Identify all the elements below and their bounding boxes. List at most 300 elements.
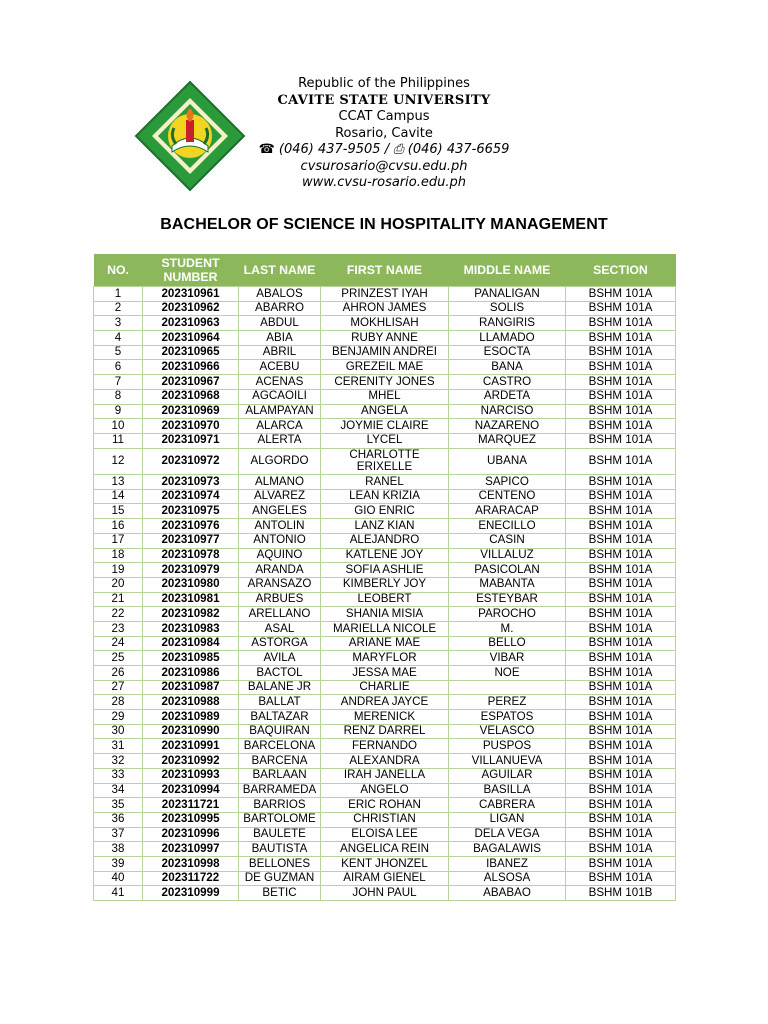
- cell-section: BSHM 101A: [566, 592, 676, 607]
- cell-no: 31: [94, 739, 143, 754]
- cell-first-name: PRINZEST IYAH: [321, 287, 449, 302]
- cell-first-name: ANGELO: [321, 783, 449, 798]
- cell-first-name: RUBY ANNE: [321, 331, 449, 346]
- table-row: [94, 680, 676, 695]
- cell-student-number: 202310994: [143, 783, 239, 798]
- table-row: [94, 316, 676, 331]
- cell-middle-name: NARCISO: [449, 404, 566, 419]
- cell-section: BSHM 101A: [566, 301, 676, 316]
- table-row: [94, 827, 676, 842]
- cell-first-name: BENJAMIN ANDREI: [321, 345, 449, 360]
- cell-last-name: BARCELONA: [239, 739, 321, 754]
- cell-student-number: 202310980: [143, 577, 239, 592]
- table-row: [94, 856, 676, 871]
- table-row: [94, 871, 676, 886]
- cell-last-name: DE GUZMAN: [239, 871, 321, 886]
- table-row: [94, 448, 676, 475]
- cell-student-number: 202310978: [143, 548, 239, 563]
- cell-section: BSHM 101A: [566, 621, 676, 636]
- program-title: BACHELOR OF SCIENCE IN HOSPITALITY MANAGEMENT: [160, 216, 608, 233]
- cell-first-name: KENT JHONZEL: [321, 856, 449, 871]
- cell-middle-name: ALSOSA: [449, 871, 566, 886]
- cell-middle-name: AGUILAR: [449, 768, 566, 783]
- table-row: [94, 651, 676, 666]
- cell-last-name: ALGORDO: [239, 448, 321, 475]
- cell-last-name: BAUTISTA: [239, 842, 321, 857]
- table-row: [94, 475, 676, 490]
- table-row: [94, 519, 676, 534]
- cell-last-name: ABDUL: [239, 316, 321, 331]
- cell-middle-name: NAZARENO: [449, 419, 566, 434]
- cell-first-name: FERNANDO: [321, 739, 449, 754]
- cell-first-name: GIO ENRIC: [321, 504, 449, 519]
- cell-no: 2: [94, 301, 143, 316]
- cell-section: BSHM 101A: [566, 724, 676, 739]
- table-row: [94, 548, 676, 563]
- cell-no: 14: [94, 489, 143, 504]
- location-line: Rosario, Cavite: [335, 125, 433, 141]
- cell-middle-name: VELASCO: [449, 724, 566, 739]
- cell-last-name: ABRIL: [239, 345, 321, 360]
- cell-first-name: KATLENE JOY: [321, 548, 449, 563]
- table-row: [94, 621, 676, 636]
- cell-middle-name: VILLANUEVA: [449, 754, 566, 769]
- cell-last-name: BARRAMEDA: [239, 783, 321, 798]
- table-row: [94, 489, 676, 504]
- cell-last-name: AVILA: [239, 651, 321, 666]
- cell-section: BSHM 101A: [566, 871, 676, 886]
- table-row: [94, 666, 676, 681]
- cell-student-number: 202310979: [143, 563, 239, 578]
- cell-first-name: MHEL: [321, 389, 449, 404]
- cell-first-name: LEOBERT: [321, 592, 449, 607]
- cell-first-name: ERIC ROHAN: [321, 798, 449, 813]
- cell-no: 33: [94, 768, 143, 783]
- cell-section: BSHM 101A: [566, 768, 676, 783]
- cell-middle-name: IBANEZ: [449, 856, 566, 871]
- cell-first-name: AHRON JAMES: [321, 301, 449, 316]
- cell-middle-name: ARDETA: [449, 389, 566, 404]
- cell-student-number: 202310990: [143, 724, 239, 739]
- table-row: [94, 563, 676, 578]
- cell-section: BSHM 101A: [566, 856, 676, 871]
- cell-student-number: 202310967: [143, 375, 239, 390]
- column-header-section: SECTION: [566, 254, 676, 287]
- cell-first-name: ELOISA LEE: [321, 827, 449, 842]
- table-row: [94, 798, 676, 813]
- cell-student-number: 202310985: [143, 651, 239, 666]
- cell-last-name: BAULETE: [239, 827, 321, 842]
- cell-last-name: ACENAS: [239, 375, 321, 390]
- cell-middle-name: PUSPOS: [449, 739, 566, 754]
- cell-middle-name: ESTEYBAR: [449, 592, 566, 607]
- cell-last-name: ANTONIO: [239, 533, 321, 548]
- table-header: [94, 254, 676, 287]
- cell-first-name: RANEL: [321, 475, 449, 490]
- cell-last-name: BARLAAN: [239, 768, 321, 783]
- email-line: cvsurosario@cvsu.edu.ph: [300, 158, 468, 174]
- website-line: www.cvsu-rosario.edu.ph: [302, 175, 466, 190]
- cell-last-name: ALMANO: [239, 475, 321, 490]
- cell-section: BSHM 101A: [566, 666, 676, 681]
- table-row: [94, 419, 676, 434]
- cvsu-seal-icon: [134, 80, 246, 192]
- cell-no: 8: [94, 389, 143, 404]
- cell-middle-name: MABANTA: [449, 577, 566, 592]
- cell-middle-name: DELA VEGA: [449, 827, 566, 842]
- cell-first-name: ALEXANDRA: [321, 754, 449, 769]
- cell-last-name: ALAMPAYAN: [239, 404, 321, 419]
- cell-middle-name: CABRERA: [449, 798, 566, 813]
- cell-no: 12: [94, 448, 143, 475]
- table-row: [94, 739, 676, 754]
- cell-student-number: 202310999: [143, 886, 239, 901]
- table-row: [94, 331, 676, 346]
- cell-section: BSHM 101A: [566, 504, 676, 519]
- cell-no: 6: [94, 360, 143, 375]
- cell-last-name: ASAL: [239, 621, 321, 636]
- cell-no: 19: [94, 563, 143, 578]
- student-roster-table: [93, 254, 676, 901]
- cell-middle-name: BASILLA: [449, 783, 566, 798]
- cell-no: 41: [94, 886, 143, 901]
- cell-middle-name: CENTENO: [449, 489, 566, 504]
- column-header-middle-name: MIDDLE NAME: [449, 254, 566, 287]
- cell-first-name: LANZ KIAN: [321, 519, 449, 534]
- cell-student-number: 202310981: [143, 592, 239, 607]
- cell-no: 7: [94, 375, 143, 390]
- cell-middle-name: NOE: [449, 666, 566, 681]
- cell-student-number: 202310964: [143, 331, 239, 346]
- cell-student-number: 202310986: [143, 666, 239, 681]
- cell-section: BSHM 101A: [566, 287, 676, 302]
- header-row: [94, 254, 676, 287]
- table-row: [94, 768, 676, 783]
- cell-no: 21: [94, 592, 143, 607]
- cell-no: 39: [94, 856, 143, 871]
- cell-first-name: JOYMIE CLAIRE: [321, 419, 449, 434]
- cell-middle-name: [449, 680, 566, 695]
- cell-last-name: ALVAREZ: [239, 489, 321, 504]
- cell-student-number: 202310973: [143, 475, 239, 490]
- table-row: [94, 724, 676, 739]
- cell-no: 37: [94, 827, 143, 842]
- cell-section: BSHM 101A: [566, 607, 676, 622]
- cell-middle-name: SAPICO: [449, 475, 566, 490]
- republic-line: Republic of the Philippines: [298, 76, 470, 91]
- cell-middle-name: PEREZ: [449, 695, 566, 710]
- cell-no: 27: [94, 680, 143, 695]
- table-row: [94, 695, 676, 710]
- cell-student-number: 202310971: [143, 433, 239, 448]
- cell-section: BSHM 101A: [566, 448, 676, 475]
- table-row: [94, 287, 676, 302]
- table-row: [94, 754, 676, 769]
- cell-last-name: BETIC: [239, 886, 321, 901]
- cell-section: BSHM 101A: [566, 360, 676, 375]
- cell-middle-name: ABABAO: [449, 886, 566, 901]
- cell-student-number: 202310995: [143, 812, 239, 827]
- cell-last-name: AQUINO: [239, 548, 321, 563]
- cell-section: BSHM 101B: [566, 886, 676, 901]
- cell-no: 24: [94, 636, 143, 651]
- cell-no: 29: [94, 710, 143, 725]
- cell-middle-name: CASIN: [449, 533, 566, 548]
- cell-no: 15: [94, 504, 143, 519]
- cell-section: BSHM 101A: [566, 419, 676, 434]
- table-row: [94, 577, 676, 592]
- cell-middle-name: PAROCHO: [449, 607, 566, 622]
- cell-section: BSHM 101A: [566, 695, 676, 710]
- cell-no: 32: [94, 754, 143, 769]
- cell-middle-name: RANGIRIS: [449, 316, 566, 331]
- cell-section: BSHM 101A: [566, 519, 676, 534]
- cell-section: BSHM 101A: [566, 577, 676, 592]
- cell-student-number: 202310972: [143, 448, 239, 475]
- cell-no: 10: [94, 419, 143, 434]
- cell-student-number: 202310988: [143, 695, 239, 710]
- cell-first-name: AIRAM GIENEL: [321, 871, 449, 886]
- cell-student-number: 202310991: [143, 739, 239, 754]
- cell-section: BSHM 101A: [566, 754, 676, 769]
- cell-middle-name: CASTRO: [449, 375, 566, 390]
- cell-no: 22: [94, 607, 143, 622]
- cell-last-name: ARANSAZO: [239, 577, 321, 592]
- phone-line: ☎ (046) 437-9505 / ⎙ (046) 437-6659: [258, 142, 510, 157]
- cell-student-number: 202310996: [143, 827, 239, 842]
- cell-first-name: LYCEL: [321, 433, 449, 448]
- letterhead-text: [250, 76, 518, 192]
- cell-student-number: 202310987: [143, 680, 239, 695]
- table-row: [94, 636, 676, 651]
- table-row: [94, 886, 676, 901]
- cell-section: BSHM 101A: [566, 812, 676, 827]
- cell-section: BSHM 101A: [566, 680, 676, 695]
- cell-student-number: 202310984: [143, 636, 239, 651]
- cell-section: BSHM 101A: [566, 548, 676, 563]
- cell-last-name: ALERTA: [239, 433, 321, 448]
- table-row: [94, 389, 676, 404]
- cell-section: BSHM 101A: [566, 331, 676, 346]
- cell-middle-name: BAGALAWIS: [449, 842, 566, 857]
- cell-section: BSHM 101A: [566, 345, 676, 360]
- cell-student-number: 202310963: [143, 316, 239, 331]
- cell-no: 26: [94, 666, 143, 681]
- cell-middle-name: BANA: [449, 360, 566, 375]
- table-row: [94, 360, 676, 375]
- table-row: [94, 710, 676, 725]
- cell-last-name: BALANE JR: [239, 680, 321, 695]
- cell-last-name: BACTOL: [239, 666, 321, 681]
- cell-last-name: BARCENA: [239, 754, 321, 769]
- cell-middle-name: ESOCTA: [449, 345, 566, 360]
- cell-first-name: RENZ DARREL: [321, 724, 449, 739]
- cell-no: 13: [94, 475, 143, 490]
- table-body: [94, 287, 676, 901]
- cell-first-name: ALEJANDRO: [321, 533, 449, 548]
- cell-first-name: CHARLIE: [321, 680, 449, 695]
- cell-student-number: 202310965: [143, 345, 239, 360]
- cell-student-number: 202310974: [143, 489, 239, 504]
- cell-last-name: ACEBU: [239, 360, 321, 375]
- cell-middle-name: VILLALUZ: [449, 548, 566, 563]
- cell-section: BSHM 101A: [566, 651, 676, 666]
- cell-student-number: 202310998: [143, 856, 239, 871]
- cell-last-name: ANGELES: [239, 504, 321, 519]
- letterhead: [0, 0, 768, 200]
- university-name: CAVITE STATE UNIVERSITY: [277, 92, 491, 108]
- cell-first-name: LEAN KRIZIA: [321, 489, 449, 504]
- cell-student-number: 202310961: [143, 287, 239, 302]
- cell-no: 11: [94, 433, 143, 448]
- cell-middle-name: VIBAR: [449, 651, 566, 666]
- cell-section: BSHM 101A: [566, 316, 676, 331]
- cell-student-number: 202310966: [143, 360, 239, 375]
- cell-middle-name: LLAMADO: [449, 331, 566, 346]
- cell-last-name: BALLAT: [239, 695, 321, 710]
- cell-last-name: ALARCA: [239, 419, 321, 434]
- cell-no: 34: [94, 783, 143, 798]
- cell-section: BSHM 101A: [566, 636, 676, 651]
- cell-first-name: IRAH JANELLA: [321, 768, 449, 783]
- cell-first-name: MARYFLOR: [321, 651, 449, 666]
- cell-no: 1: [94, 287, 143, 302]
- cell-first-name: ANGELA: [321, 404, 449, 419]
- cell-no: 36: [94, 812, 143, 827]
- cell-last-name: BALTAZAR: [239, 710, 321, 725]
- cell-student-number: 202310975: [143, 504, 239, 519]
- cell-last-name: ARELLANO: [239, 607, 321, 622]
- table-row: [94, 533, 676, 548]
- cell-middle-name: SOLIS: [449, 301, 566, 316]
- cell-section: BSHM 101A: [566, 710, 676, 725]
- cell-middle-name: ENECILLO: [449, 519, 566, 534]
- cell-first-name: JOHN PAUL: [321, 886, 449, 901]
- cell-no: 20: [94, 577, 143, 592]
- cell-last-name: BARRIOS: [239, 798, 321, 813]
- cell-first-name: CHRISTIAN: [321, 812, 449, 827]
- cell-middle-name: M.: [449, 621, 566, 636]
- cell-student-number: 202311721: [143, 798, 239, 813]
- cell-student-number: 202310962: [143, 301, 239, 316]
- cell-first-name: GREZEIL MAE: [321, 360, 449, 375]
- cell-no: 18: [94, 548, 143, 563]
- cell-student-number: 202310976: [143, 519, 239, 534]
- cell-first-name: MOKHLISAH: [321, 316, 449, 331]
- cell-last-name: ANTOLIN: [239, 519, 321, 534]
- cell-first-name: KIMBERLY JOY: [321, 577, 449, 592]
- cell-last-name: AGCAOILI: [239, 389, 321, 404]
- cell-section: BSHM 101A: [566, 783, 676, 798]
- cell-no: 17: [94, 533, 143, 548]
- cell-last-name: ABIA: [239, 331, 321, 346]
- cell-first-name: ANDREA JAYCE: [321, 695, 449, 710]
- cell-student-number: 202310993: [143, 768, 239, 783]
- cell-first-name: CERENITY JONES: [321, 375, 449, 390]
- cell-no: 9: [94, 404, 143, 419]
- cell-section: BSHM 101A: [566, 489, 676, 504]
- cell-student-number: 202310997: [143, 842, 239, 857]
- cell-section: BSHM 101A: [566, 842, 676, 857]
- cell-first-name: MARIELLA NICOLE: [321, 621, 449, 636]
- cell-first-name: ANGELICA REIN: [321, 842, 449, 857]
- cell-student-number: 202310983: [143, 621, 239, 636]
- cell-student-number: 202310992: [143, 754, 239, 769]
- cell-middle-name: PASICOLAN: [449, 563, 566, 578]
- cell-no: 3: [94, 316, 143, 331]
- cell-section: BSHM 101A: [566, 563, 676, 578]
- cell-student-number: 202311722: [143, 871, 239, 886]
- cell-middle-name: LIGAN: [449, 812, 566, 827]
- cell-no: 4: [94, 331, 143, 346]
- cell-student-number: 202310982: [143, 607, 239, 622]
- cell-section: BSHM 101A: [566, 389, 676, 404]
- cell-no: 38: [94, 842, 143, 857]
- cell-section: BSHM 101A: [566, 739, 676, 754]
- cell-section: BSHM 101A: [566, 533, 676, 548]
- cell-middle-name: ESPATOS: [449, 710, 566, 725]
- cell-middle-name: ARARACAP: [449, 504, 566, 519]
- cell-last-name: ASTORGA: [239, 636, 321, 651]
- cell-no: 5: [94, 345, 143, 360]
- cell-no: 28: [94, 695, 143, 710]
- table-row: [94, 592, 676, 607]
- cell-last-name: BARTOLOME: [239, 812, 321, 827]
- cell-no: 30: [94, 724, 143, 739]
- cell-section: BSHM 101A: [566, 798, 676, 813]
- cell-last-name: BELLONES: [239, 856, 321, 871]
- cell-last-name: BAQUIRAN: [239, 724, 321, 739]
- cell-last-name: ABALOS: [239, 287, 321, 302]
- table-row: [94, 404, 676, 419]
- cell-no: 16: [94, 519, 143, 534]
- column-header-first-name: FIRST NAME: [321, 254, 449, 287]
- table-row: [94, 842, 676, 857]
- cell-first-name: SHANIA MISIA: [321, 607, 449, 622]
- table-row: [94, 607, 676, 622]
- cell-first-name: CHARLOTTE ERIXELLE: [321, 448, 449, 475]
- cell-no: 25: [94, 651, 143, 666]
- cell-no: 35: [94, 798, 143, 813]
- cell-no: 23: [94, 621, 143, 636]
- cell-middle-name: PANALIGAN: [449, 287, 566, 302]
- cell-middle-name: MARQUEZ: [449, 433, 566, 448]
- table-row: [94, 812, 676, 827]
- table-row: [94, 504, 676, 519]
- cell-first-name: JESSA MAE: [321, 666, 449, 681]
- column-header-no: NO.: [94, 254, 143, 287]
- cell-section: BSHM 101A: [566, 827, 676, 842]
- table-row: [94, 301, 676, 316]
- cell-section: BSHM 101A: [566, 475, 676, 490]
- table-row: [94, 783, 676, 798]
- cell-last-name: ABARRO: [239, 301, 321, 316]
- cell-student-number: 202310977: [143, 533, 239, 548]
- column-header-student-number: STUDENT NUMBER: [143, 254, 239, 287]
- cell-section: BSHM 101A: [566, 433, 676, 448]
- cell-last-name: ARANDA: [239, 563, 321, 578]
- cell-middle-name: UBANA: [449, 448, 566, 475]
- cell-last-name: ARBUES: [239, 592, 321, 607]
- column-header-last-name: LAST NAME: [239, 254, 321, 287]
- cell-middle-name: BELLO: [449, 636, 566, 651]
- campus-line: CCAT Campus: [338, 109, 430, 124]
- table-row: [94, 345, 676, 360]
- cell-section: BSHM 101A: [566, 404, 676, 419]
- cell-student-number: 202310968: [143, 389, 239, 404]
- cell-section: BSHM 101A: [566, 375, 676, 390]
- cell-student-number: 202310969: [143, 404, 239, 419]
